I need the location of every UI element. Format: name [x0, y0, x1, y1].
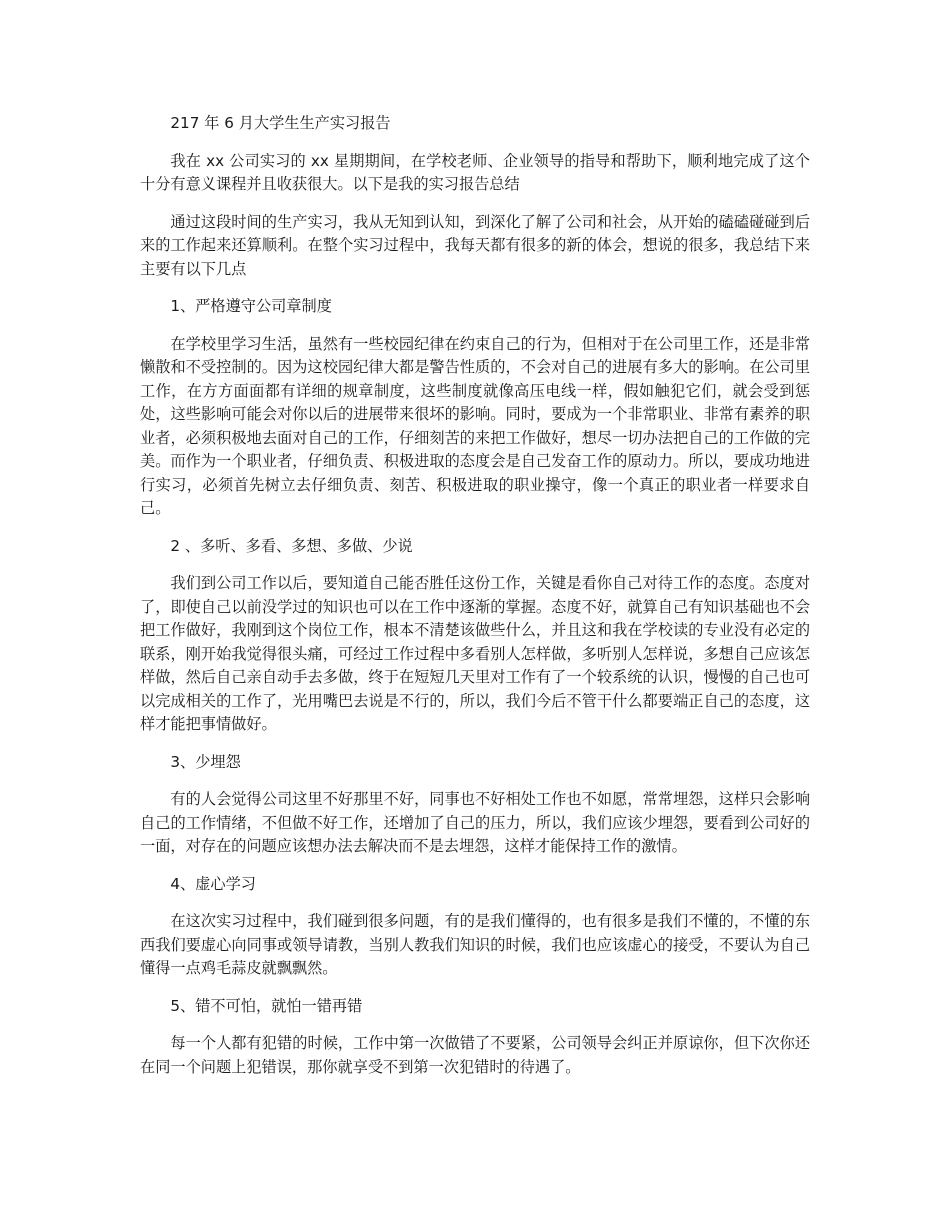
section-heading-3: 3、少埋怨	[170, 752, 241, 771]
document-page	[140, 112, 810, 1093]
document-title: 217 年 6 月大学生生产实习报告	[170, 114, 391, 132]
section-body-4: 在这次实习过程中，我们碰到很多问题，有的是我们懂得的，也有很多是我们不懂的，不懂的东西我们要虚心向同事或领导请教，当别人教我们知识的时候，我们也应该虚心的接受，不要认为自己懂得一点鸡毛蒜皮就飘飘然。	[140, 912, 810, 977]
section-heading-1: 1、严格遵守公司章制度	[170, 297, 332, 315]
section-body-2: 我们到公司工作以后，要知道自己能否胜任这份工作，关键是看你自己对待工作的态度。态度对了，即使自己以前没学过的知识也可以在工作中逐渐的掌握。态度不好，就算自己有知识基础也不会把工作做好，我刚到这个岗位工作，根本不清楚该做些什么，并且这和我在学校读的专业没有必定的联系，刚开始我觉得很头痛，可经过工作过程中多看别人怎样做，多听别人怎样说，多想自己应该怎样做，然后自己亲自动手去多做，终于在短短几天里对工作有了一个较系统的认识，慢慢的自己也可以完成相关的工作了，光用嘴巴去说是不行的，所以，我们今后不管干什么都要端正自己的态度，这样才能把事情做好。	[140, 574, 810, 733]
intro-paragraph-2: 通过这段时间的生产实习，我从无知到认知，到深化了解了公司和社会，从开始的磕磕碰碰到后来的工作起来还算顺利。在整个实习过程中，我每天都有很多的新的体会，想说的很多，我总结下来主要有以下几点	[140, 212, 810, 278]
section-heading-2: 2 、多听、多看、多想、多做、少说	[170, 536, 413, 555]
section-heading-5: 5、错不可怕，就怕一错再错	[170, 996, 363, 1015]
section-body-1: 在学校里学习生活，虽然有一些校园纪律在约束自己的行为，但相对于在公司里工作，还是非常懒散和不受控制的。因为这校园纪律大都是警告性质的，不会对自己的进展有多大的影响。在公司里工作，在方方面面都有详细的规章制度，这些制度就像高压电线一样，假如触犯它们，就会受到惩处，这些影响可能会对你以后的进展带来很坏的影响。同时，要成为一个非常职业、非常有素养的职业者，必须积极地去面对自己的工作，仔细刻苦的来把工作做好，想尽一切办法把自己的工作做的完美。而作为一个职业者，仔细负责、积极进取的态度会是自己发奋工作的原动力。所以，要成功地进行实习，必须首先树立去仔细负责、刻苦、积极进取的职业操守，像一个真正的职业者一样要求自己。	[140, 334, 810, 517]
intro-paragraph-1: 我在 xx 公司实习的 xx 星期期间，在学校老师、企业领导的指导和帮助下，顺利地完成了这个十分有意义课程并且收获很大。以下是我的实习报告总结	[140, 151, 810, 193]
section-body-3: 有的人会觉得公司这里不好那里不好，同事也不好相处工作也不如愿，常常埋怨，这样只会影响自己的工作情绪，不但做不好工作，还增加了自己的压力，所以，我们应该少埋怨，要看到公司好的一面，对存在的问题应该想办法去解决而不是去埋怨，这样才能保持工作的激情。	[140, 790, 810, 855]
section-heading-4: 4、虚心学习	[170, 874, 256, 893]
section-body-5: 每一个人都有犯错的时候，工作中第一次做错了不要紧，公司领导会纠正并原谅你，但下次你还在同一个问题上犯错误，那你就享受不到第一次犯错时的待遇了。	[140, 1034, 810, 1076]
